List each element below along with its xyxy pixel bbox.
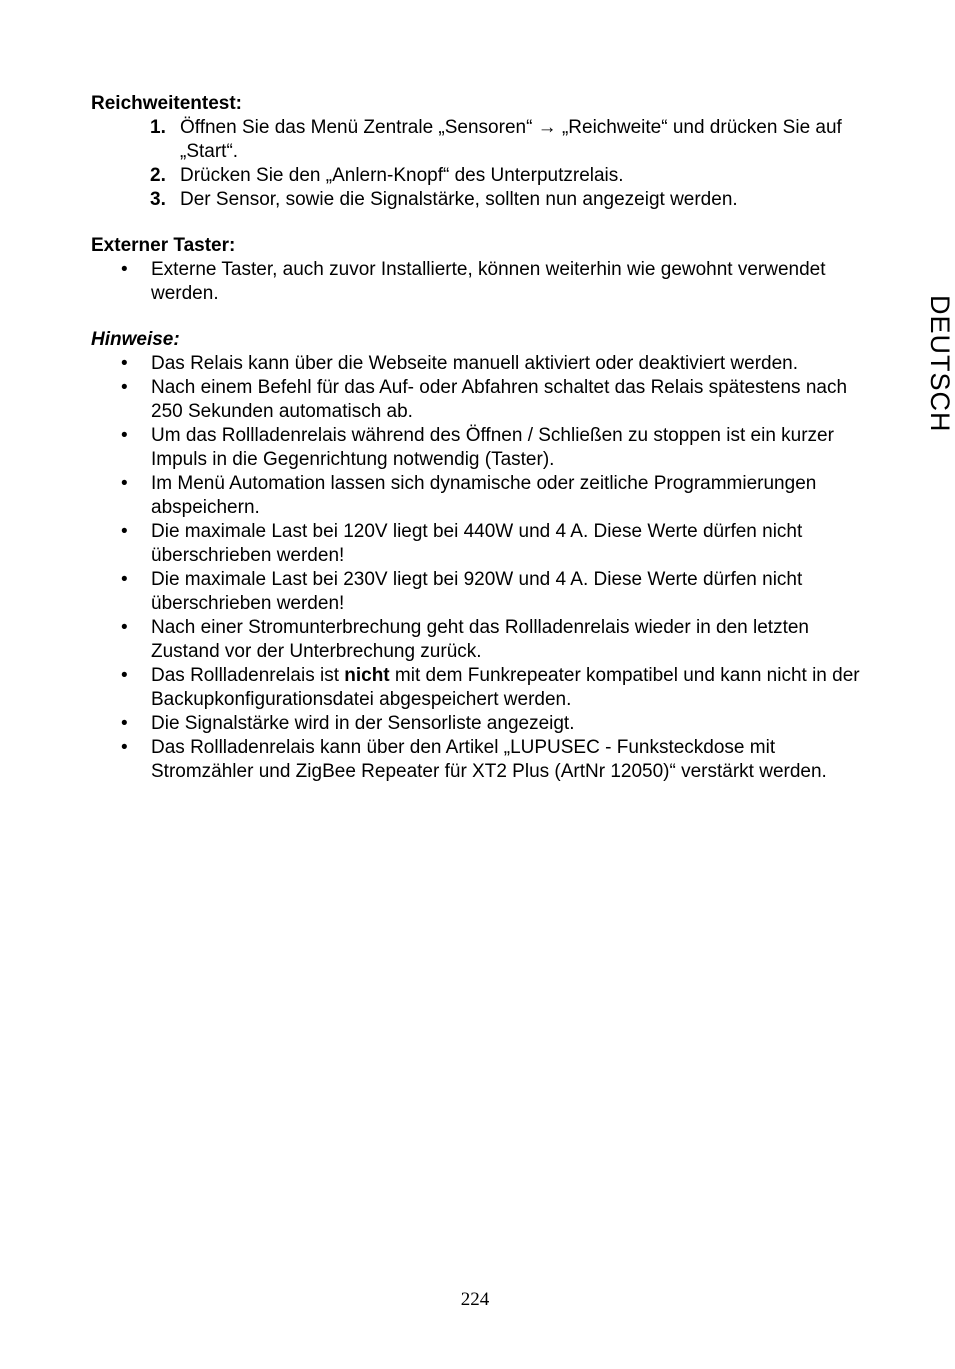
step-item (91, 164, 861, 188)
list-item (91, 352, 861, 376)
step-number: 2. (150, 165, 166, 186)
step-item (91, 116, 861, 164)
heading-externer-taster: Externer Taster: (91, 235, 236, 256)
language-side-label: DEUTSCH (925, 295, 955, 433)
bullet-icon: • (121, 473, 128, 494)
list-item (91, 520, 861, 568)
section-hinweise (91, 328, 861, 784)
bullet-icon: • (121, 713, 128, 734)
list-item-text: Nach einer Stromunterbrechung geht das Rollladenrelais wieder in den letzten Zustand vor der Unterbrechung zurück. (151, 617, 809, 662)
bullet-icon: • (121, 259, 128, 280)
list-item-text: Das Rollladenrelais kann über den Artikel „LUPUSEC - Funksteckdose mit Stromzähler und ZigBee Repeater für XT2 Plus (ArtNr 12050)“ verstärkt werden. (151, 737, 827, 782)
list-item-text: Die maximale Last bei 120V liegt bei 440W und 4 A. Diese Werte dürfen nicht überschrieben werden! (151, 521, 803, 566)
list-item (91, 376, 861, 424)
list-item (91, 712, 861, 736)
bullet-icon: • (121, 665, 128, 686)
list-item-text-after: mit dem Funkrepeater kompatibel und kann nicht in der Backupkonfigurationsdatei abgespeichert werden. (151, 665, 860, 710)
bullet-icon: • (121, 521, 128, 542)
taster-list (91, 258, 861, 306)
step-text: Drücken Sie den „Anlern-Knopf“ des Unterputzrelais. (180, 165, 624, 186)
heading-reichweitentest: Reichweitentest: (91, 93, 242, 114)
list-item-text: Die maximale Last bei 230V liegt bei 920W und 4 A. Diese Werte dürfen nicht überschrieben werden! (151, 569, 803, 614)
list-item-text: Nach einem Befehl für das Auf- oder Abfahren schaltet das Relais spätestens nach 250 Sekunden automatisch ab. (151, 377, 848, 422)
list-item (91, 616, 861, 664)
emphasis-nicht: nicht (344, 665, 390, 686)
bullet-icon: • (121, 737, 128, 758)
bullet-icon: • (121, 617, 128, 638)
page-content (91, 92, 861, 806)
list-item (91, 472, 861, 520)
bullet-icon: • (121, 377, 128, 398)
step-text: Der Sensor, sowie die Signalstärke, sollten nun angezeigt werden. (180, 189, 738, 210)
list-item (91, 736, 861, 784)
list-item-text-before: Das Rollladenrelais ist (151, 665, 345, 686)
step-number: 3. (150, 189, 166, 210)
list-item-text: Die Signalstärke wird in der Sensorliste angezeigt. (151, 713, 575, 734)
list-item (91, 568, 861, 616)
page-number: 224 (460, 1289, 490, 1310)
bullet-icon: • (121, 569, 128, 590)
list-item-text: Das Relais kann über die Webseite manuell aktiviert oder deaktiviert werden. (151, 353, 799, 374)
list-item (91, 258, 861, 306)
bullet-icon: • (121, 425, 128, 446)
hinweise-list (91, 352, 861, 784)
list-item (91, 424, 861, 472)
list-item-text: Um das Rollladenrelais während des Öffnen / Schließen zu stoppen ist ein kurzer Impuls in die Gegenrichtung notwendig (Taster). (151, 425, 834, 470)
section-reichweitentest (91, 92, 861, 212)
list-item-text: Externe Taster, auch zuvor Installierte, können weiterhin wie gewohnt verwendet werden. (151, 259, 826, 304)
bullet-icon: • (121, 353, 128, 374)
steps-list (91, 116, 861, 212)
list-item-text: Im Menü Automation lassen sich dynamische oder zeitliche Programmierungen abspeichern. (151, 473, 817, 518)
section-externer-taster (91, 234, 861, 306)
step-item (91, 188, 861, 212)
heading-hinweise: Hinweise: (91, 329, 180, 350)
step-text: Öffnen Sie das Menü Zentrale „Sensoren“ → „Reichweite“ und drücken Sie auf „Start“. (180, 117, 842, 162)
list-item (91, 664, 861, 712)
step-number: 1. (150, 117, 166, 138)
